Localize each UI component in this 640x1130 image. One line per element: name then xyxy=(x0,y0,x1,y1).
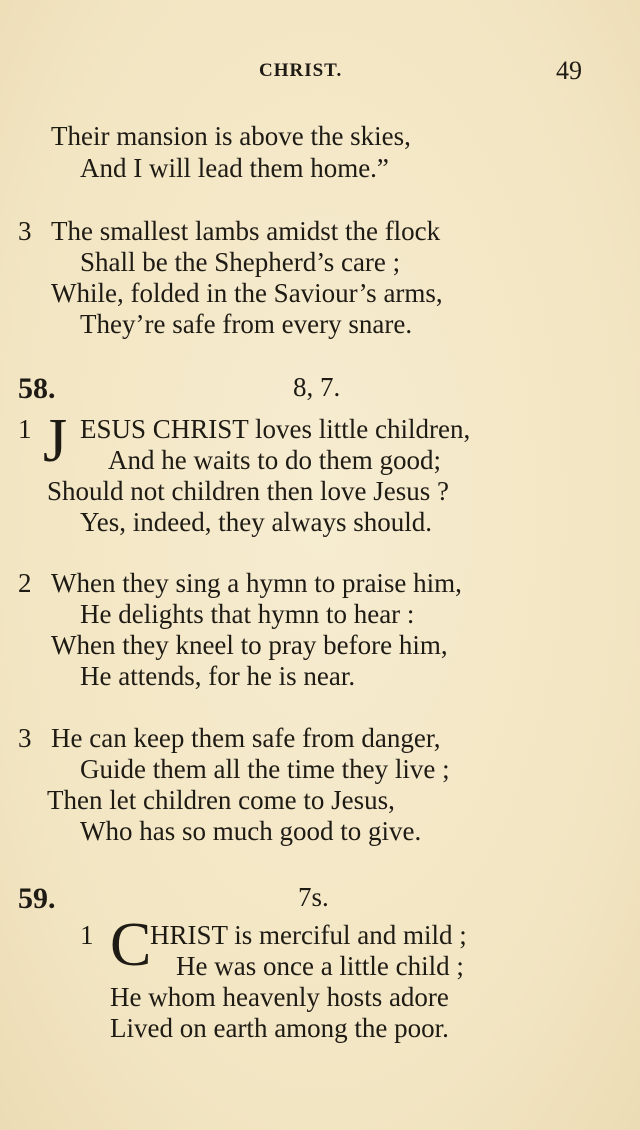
drop-cap: C xyxy=(110,911,152,979)
stanza-number: 3 xyxy=(18,723,32,753)
stanza-number: 1 xyxy=(80,920,94,950)
verse-line: Should not children then love Jesus ? xyxy=(47,476,449,506)
verse-line: They’re safe from every snare. xyxy=(80,309,413,339)
drop-cap: J xyxy=(43,407,68,475)
verse-line: Guide them all the time they live ; xyxy=(80,754,450,784)
stanza-number: 3 xyxy=(18,216,32,246)
verse-line: And he waits to do them good; xyxy=(108,445,441,475)
hymn-number: 58. xyxy=(18,372,56,405)
verse-line: The smallest lambs amidst the flock xyxy=(51,216,441,246)
verse-line: HRIST is merciful and mild ; xyxy=(150,920,467,950)
verse-line: While, folded in the Saviour’s arms, xyxy=(51,278,443,308)
verse-line: Their mansion is above the skies, xyxy=(51,121,411,151)
hymn-meter: 7s. xyxy=(298,882,329,912)
hymn-meter: 8, 7. xyxy=(293,372,341,402)
verse-line: He delights that hymn to hear : xyxy=(80,599,415,629)
verse-line: And I will lead them home.” xyxy=(80,153,389,183)
stanza-number: 1 xyxy=(18,414,32,444)
running-head: CHRIST. xyxy=(259,60,343,81)
verse-line: He attends, for he is near. xyxy=(80,661,356,691)
page-number: 49 xyxy=(556,56,582,85)
verse-line: He whom heavenly hosts adore xyxy=(110,982,449,1012)
verse-line: When they kneel to pray before him, xyxy=(51,630,448,660)
verse-line: He was once a little child ; xyxy=(176,951,464,981)
verse-line: Shall be the Shepherd’s care ; xyxy=(80,247,401,277)
verse-line: ESUS CHRIST loves little children, xyxy=(80,414,471,444)
verse-line: Then let children come to Jesus, xyxy=(47,785,395,815)
stanza-number: 2 xyxy=(18,568,32,598)
verse-line: When they sing a hymn to praise him, xyxy=(51,568,462,598)
verse-line: Lived on earth among the poor. xyxy=(110,1013,449,1043)
verse-line: Who has so much good to give. xyxy=(80,816,422,846)
hymn-number: 59. xyxy=(18,882,56,915)
verse-line: He can keep them safe from danger, xyxy=(51,723,441,753)
verse-line: Yes, indeed, they always should. xyxy=(80,507,432,537)
